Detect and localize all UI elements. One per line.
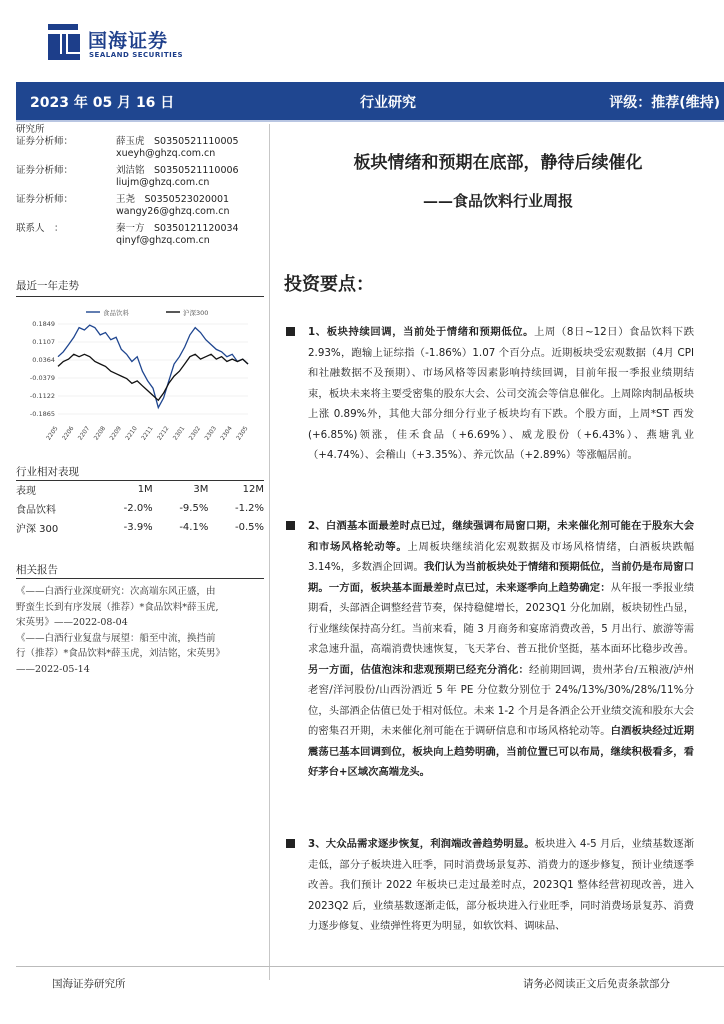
analyst-label: 联系人 ： <box>16 223 64 234</box>
analyst-label: 证券分析师： <box>16 194 74 205</box>
key-point-lead: 1、板块持续回调，当前处于情绪和预期低位。 <box>308 326 535 338</box>
analyst-email[interactable]: xueyh@ghzq.com.cn <box>116 148 216 159</box>
table-cell: 沪深 300 <box>16 524 59 535</box>
y-tick-label: 0.1107 <box>32 338 55 346</box>
analyst-email[interactable]: wangy26@ghzq.com.cn <box>116 206 230 217</box>
institute-label: 研究所 <box>16 124 45 135</box>
header-banner <box>16 82 724 120</box>
report-line[interactable]: ——2022-05-14 <box>16 663 90 675</box>
table-cell: -4.1% <box>179 522 209 533</box>
trend-chart <box>16 304 264 444</box>
table-cell: -0.5% <box>234 522 264 533</box>
table-cell: -1.2% <box>234 503 264 514</box>
x-tick-label: 2212 <box>155 425 171 442</box>
key-point-body: 上周板块继续消化宏观数据及市场风格情绪，白酒板块跌幅 3.14%，多数酒企回调。 <box>308 540 695 573</box>
report-titles <box>272 150 724 212</box>
brand-name-cn: 国海证券 <box>88 30 169 52</box>
x-tick-label: 2205 <box>45 425 60 442</box>
analyst-name: 王尧 S0350523020001 <box>116 194 230 205</box>
perf-title: 行业相对表现 <box>16 466 79 478</box>
x-tick-label: 2208 <box>92 425 108 442</box>
table-header-cell: 1M <box>137 484 153 495</box>
table-header-cell: 表现 <box>16 486 36 497</box>
report-line[interactable]: 宋英男》——2022-08-04 <box>16 617 128 628</box>
keypoints-title: 投资要点： <box>284 274 374 295</box>
analyst-entry <box>16 223 264 247</box>
report-rating: 评级：推荐(维持) <box>609 95 720 111</box>
report-title: 板块情绪和预期在底部，静待后续催化 <box>353 153 643 173</box>
report-line[interactable]: 《——白酒行业深度研究：次高端东风正盛，由 <box>16 586 216 597</box>
banner-stripe <box>16 120 724 122</box>
analyst-name: 薛玉虎 S0350521110005 <box>116 136 239 147</box>
y-tick-label: 0.1849 <box>32 320 55 328</box>
series-line <box>58 354 248 400</box>
footer-rule <box>16 966 724 967</box>
report-line[interactable]: 野蛮生长到有序发展（推荐）*食品饮料*薛玉虎, <box>16 601 219 613</box>
key-point-body: 上周（8日~12日）食品饮料下跌 2.93%，跑输上证综指（-1.86%）1.07 个百分点。近期板块受宏观数据（4月 CPI 和社融数据不及预期）、市场风格等因素影响持续回调，目前年报一季报业绩期结束，板块未来将主要受密集的股东大会、公司交流会等信息催化。上周除肉制品板块上涨 0.89%外，其他大部分细分行业子板块均有下跌。个股方面，上周*ST 西发(+6.85%)领涨，佳禾食品（+6.69%）、威龙股份（+6.43%）、燕塘乳业（+4.74%）、会稽山（+3.35%）、养元饮品（+2.89%）等涨幅居前。 <box>308 326 695 461</box>
related-rule <box>16 578 264 579</box>
table-row <box>16 518 264 537</box>
y-tick-label: 0.0364 <box>32 356 55 364</box>
legend-label: 食品饮料 <box>103 309 129 317</box>
table-cell: -2.0% <box>123 503 153 514</box>
x-tick-label: 2303 <box>203 425 218 442</box>
x-tick-label: 2211 <box>140 425 155 442</box>
bullet-icon <box>286 521 295 530</box>
table-header-row <box>16 480 264 499</box>
x-tick-label: 2209 <box>108 425 123 442</box>
analyst-entry <box>16 165 264 189</box>
company-logo <box>48 22 198 70</box>
key-point <box>286 322 694 466</box>
y-tick-label: -0.0379 <box>29 374 55 382</box>
analyst-entry <box>16 136 264 160</box>
legend-label: 沪深300 <box>183 309 209 317</box>
bullet-icon <box>286 839 295 848</box>
key-point <box>286 834 694 937</box>
analyst-name: 秦一方 S0350121120034 <box>116 223 239 234</box>
sealand-logo-icon <box>48 24 82 60</box>
key-point-lead: 2、白酒基本面最差时点已过，继续强调布局窗口期，未来催化剂可能在于股东大会和市场风格轮动等。 <box>308 520 694 553</box>
x-tick-label: 2305 <box>235 425 250 442</box>
analyst-email[interactable]: liujm@ghzq.com.cn <box>116 177 210 188</box>
trend-rule <box>16 296 264 297</box>
report-date: 2023 年 05 月 16 日 <box>30 95 175 111</box>
performance-table <box>16 480 264 537</box>
key-point-body: 从年报一季报业绩期看，头部酒企调整经营节奏，保持稳健增长，2023Q1 分化加剧，板块韧性凸显，行业继续保持高分红。当前来看，随 3 月商务和宴席消费改善，5 月出行、旅游等需求急速升温，高端消费快速恢复，飞天茅台、普五批价坚挺，基本面环比稳步改善。 <box>308 581 695 655</box>
key-point-body: 板块进入 4-5 月后，业绩基数逐渐走低，部分子板块进入旺季，同时消费场景复苏、消费力的逐步修复，预计业绩逐季改善。我们预计 2022 年板块已走过最差时点，2023Q1 整体经营初现改善，进入 2023Q2 后，业绩基数逐渐走低，部分板块进入行业旺季，同时消费场景复苏、消费力逐步修复、业绩弹性将更为明显，如软饮料、调味品、 <box>308 838 694 932</box>
x-tick-label: 2207 <box>76 425 92 442</box>
related-title: 相关报告 <box>16 564 58 576</box>
brand-name-en: SEALAND SECURITIES <box>89 51 184 59</box>
table-header-cell: 12M <box>242 484 264 495</box>
x-tick-label: 2206 <box>60 425 76 442</box>
x-tick-label: 2304 <box>219 425 234 442</box>
footer-disclaimer: 请务必阅读正文后免责条款部分 <box>523 978 670 990</box>
report-category: 行业研究 <box>360 95 416 111</box>
report-line[interactable]: 行（推荐）*食品饮料*薛玉虎，刘洁铭，宋英男》 <box>16 648 226 659</box>
x-tick-label: 2301 <box>171 425 187 442</box>
key-point-body: 经前期回调，贵州茅台/五粮液/泸州老窖/洋河股份/山西汾酒近 5 年 PE 分位数分别位于 24%/13%/30%/28%/11%分位，头部酒企估值已处于相对低位。未来 1-2 个月是各酒企公开业绩交流和股东大会的密集召开期，未来催化剂可能在于调研信息和市场风格轮动等。 <box>308 663 694 737</box>
x-tick-label: 2210 <box>124 425 139 442</box>
key-point-lead: 3、大众品需求逐步恢复，利润端改善趋势明显。 <box>308 838 535 850</box>
x-tick-label: 2302 <box>187 425 203 442</box>
analyst-name: 刘洁铭 S0350521110006 <box>116 165 239 176</box>
key-point-emphasis: 我们认为当前板块处于情绪和预期低位，当前仍是布局窗口期。一方面，板块基本面最差时点已过，未来逐季向上趋势确定： <box>308 561 694 594</box>
analyst-label: 证券分析师： <box>16 136 74 147</box>
y-tick-label: -0.1122 <box>29 392 55 400</box>
key-point <box>286 516 694 783</box>
table-header-cell: 3M <box>193 484 209 495</box>
trend-title: 最近一年走势 <box>16 280 79 292</box>
table-cell: -3.9% <box>123 522 153 533</box>
key-point-emphasis: 另一方面，估值泡沫和悲观预期已经充分消化： <box>308 663 529 676</box>
report-line[interactable]: 《——白酒行业复盘与展望：船至中流，换挡前 <box>16 632 216 644</box>
table-row <box>16 499 264 518</box>
key-point-text <box>308 834 694 937</box>
footer-left: 国海证券研究所 <box>52 978 126 990</box>
related-reports <box>16 584 264 677</box>
y-tick-label: -0.1865 <box>29 410 55 418</box>
analyst-entry <box>16 194 264 218</box>
report-subtitle: ——食品饮料行业周报 <box>422 192 573 210</box>
table-cell: 食品饮料 <box>16 505 56 516</box>
table-cell: -9.5% <box>179 503 209 514</box>
analyst-label: 证券分析师： <box>16 165 74 176</box>
column-divider <box>269 124 270 980</box>
key-point-emphasis: 白酒板块经过近期震荡已基本回调到位，板块向上趋势明确，当前位置已可以布局，继续积极看多，看好茅台+区域次高端龙头。 <box>308 725 695 778</box>
analyst-email[interactable]: qinyf@ghzq.com.cn <box>116 235 210 246</box>
key-point-text <box>308 322 694 466</box>
key-point-text <box>308 516 694 783</box>
bullet-icon <box>286 327 295 336</box>
